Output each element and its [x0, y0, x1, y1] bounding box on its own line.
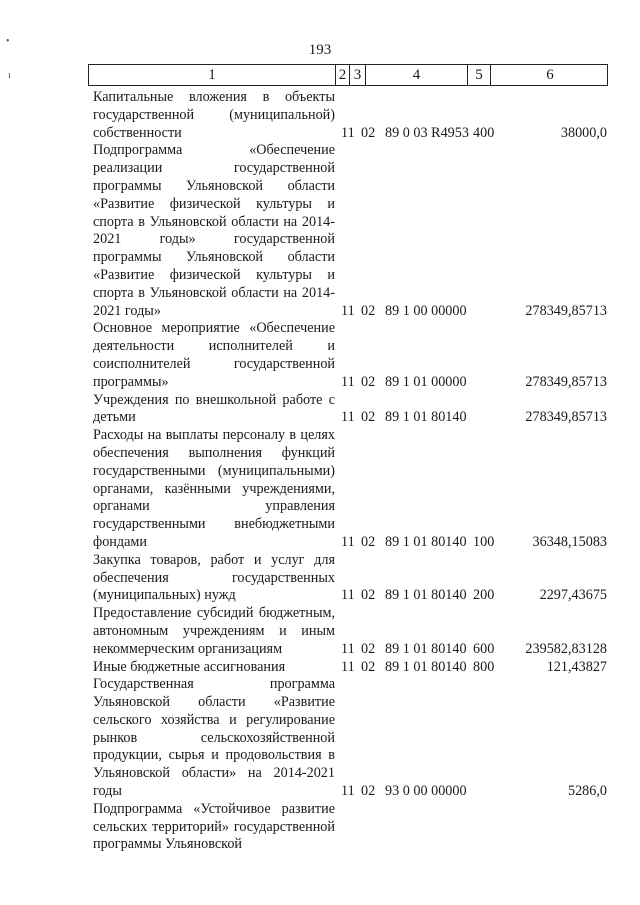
code-subsection: 02 [361, 409, 376, 426]
amount: 5286,0 [567, 783, 607, 800]
table-row [93, 659, 613, 677]
code-expense-type: 200 [473, 587, 495, 604]
code-subsection: 02 [361, 302, 376, 319]
table-row [93, 552, 613, 605]
code-target: 89 1 01 00000 [385, 373, 467, 390]
amount: 38000,0 [560, 124, 607, 141]
code-section: 11 [341, 587, 355, 604]
table-body [93, 89, 613, 854]
amount: 2297,43675 [539, 587, 607, 604]
scan-artifact: ı [8, 70, 11, 81]
code-target: 89 1 01 80140 [385, 640, 467, 657]
code-section: 11 [341, 640, 355, 657]
table-row [93, 89, 613, 142]
code-target: 93 0 00 00000 [385, 783, 467, 800]
code-subsection: 02 [361, 658, 376, 675]
code-subsection: 02 [361, 783, 376, 800]
row-codes [335, 142, 613, 320]
table-header [88, 64, 608, 86]
code-expense-type: 600 [473, 640, 495, 657]
row-name: Государственная программа Ульяновской области «Развитие сельского хозяйства и регулирование рынков сельскохозяйственной продукции, сырья и продовольствия в Ульяновской области» на 2014-2021 годы [93, 676, 335, 800]
code-section: 11 [341, 783, 355, 800]
code-section: 11 [341, 409, 355, 426]
code-subsection: 02 [361, 587, 376, 604]
code-expense-type: 800 [473, 658, 495, 675]
table-row [93, 605, 613, 658]
code-subsection: 02 [361, 533, 376, 550]
table-row [93, 801, 613, 854]
row-codes [335, 427, 613, 552]
code-section: 11 [341, 124, 355, 141]
table-row [93, 676, 613, 801]
header-col-1: 1 [89, 65, 336, 85]
code-subsection: 02 [361, 640, 376, 657]
header-col-6: 6 [546, 67, 554, 83]
row-codes [335, 89, 613, 142]
amount: 278349,85713 [525, 409, 607, 426]
row-name: Расходы на выплаты персоналу в целях обеспечения выполнения функций государственными (муниципальными) органами, казёнными учреждениями, органами управления государственными внебюджетными фондами [93, 427, 335, 550]
header-col-3: 3 [350, 65, 366, 85]
amount: 121,43827 [546, 658, 607, 675]
table-row [93, 142, 613, 320]
code-subsection: 02 [361, 373, 376, 390]
header-col-2: 2 [336, 65, 350, 85]
code-target: 89 1 01 80140 [385, 587, 467, 604]
code-section: 11 [341, 302, 355, 319]
amount: 278349,85713 [525, 302, 607, 319]
code-target: 89 1 01 80140 [385, 533, 467, 550]
code-section: 11 [341, 658, 355, 675]
scan-artifact: • [6, 36, 10, 47]
row-codes [335, 659, 613, 677]
row-name: Предоставление субсидий бюджетным, автономным учреждениям и иным некоммерческим организациям [93, 605, 335, 657]
code-target: 89 1 00 00000 [385, 302, 467, 319]
table-row [93, 320, 613, 391]
row-codes [335, 552, 613, 605]
page-number: 193 [308, 42, 332, 58]
code-target: 89 1 01 80140 [385, 658, 467, 675]
row-name: Подпрограмма «Устойчивое развитие сельских территорий» государственной программы Ульяновской [93, 800, 335, 853]
row-name: Подпрограмма «Обеспечение реализации государственной программы Ульяновской области «Развитие физической культуры и спорта в Ульяновской области на 2014-2021 годы» государственной программы Ульяновской области «Развитие физической культуры и спорта в Ульяновской области на 2014-2021 годы» [93, 142, 335, 319]
amount: 36348,15083 [532, 533, 607, 550]
table-row [93, 427, 613, 552]
row-name: Капитальные вложения в объекты государственной (муниципальной) собственности [93, 89, 335, 141]
row-codes [335, 801, 613, 854]
code-section: 11 [341, 373, 355, 390]
row-codes [335, 676, 613, 801]
row-name: Учреждения по внешкольной работе с детьми [93, 391, 335, 426]
amount: 278349,85713 [525, 373, 607, 390]
table-row [93, 392, 613, 428]
row-codes [335, 392, 613, 428]
code-expense-type: 100 [473, 533, 495, 550]
row-name: Закупка товаров, работ и услуг для обеспечения государственных (муниципальных) нужд [93, 551, 335, 604]
code-expense-type: 400 [473, 124, 495, 141]
row-name: Иные бюджетные ассигнования [93, 658, 286, 675]
code-target: 89 0 03 R4953 [385, 124, 469, 141]
amount: 239582,83128 [525, 640, 607, 657]
header-col-4: 4 [366, 65, 468, 85]
code-subsection: 02 [361, 124, 376, 141]
row-codes [335, 605, 613, 658]
code-section: 11 [341, 533, 355, 550]
row-codes [335, 320, 613, 391]
row-name: Основное мероприятие «Обеспечение деятельности исполнителей и соисполнителей государственной программы» [93, 320, 335, 390]
header-col-5: 5 [468, 65, 491, 85]
code-target: 89 1 01 80140 [385, 409, 467, 426]
